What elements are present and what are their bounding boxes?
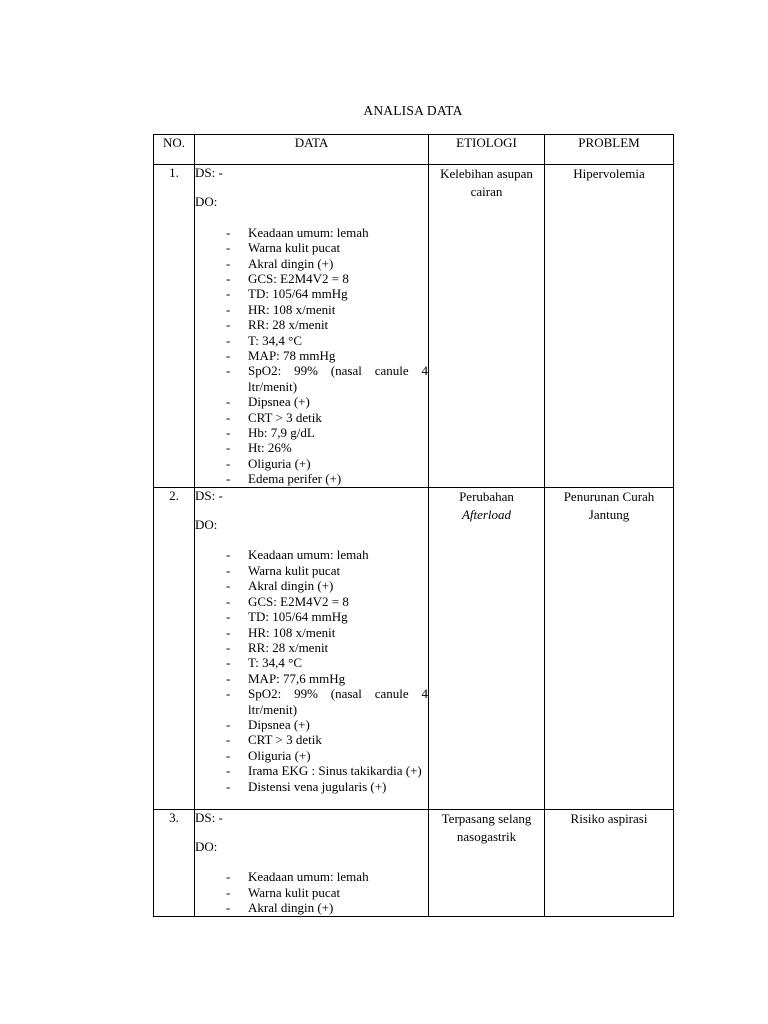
problem-cell: Penurunan Curah Jantung [545, 487, 674, 809]
list-item: - Akral dingin (+) [195, 900, 428, 915]
do-label: DO: [195, 517, 218, 533]
data-cell [195, 165, 429, 488]
row-number: 2. [154, 487, 195, 809]
table-row [154, 165, 674, 488]
list-item: - TD: 105/64 mmHg [195, 609, 428, 624]
page-title: ANALISA DATA [363, 103, 463, 118]
list-item: - MAP: 78 mmHg [195, 348, 428, 363]
etiologi-cell: Terpasang selang nasogastrik [429, 809, 545, 916]
do-label: DO: [195, 839, 218, 855]
list-item: - MAP: 77,6 mmHg [195, 671, 428, 686]
list-item: - Hb: 7,9 g/dL [195, 425, 428, 440]
list-item: - T: 34,4 °C [195, 655, 428, 670]
list-item: - Warna kulit pucat [195, 563, 428, 578]
list-item: - Distensi vena jugularis (+) [195, 779, 428, 794]
list-item: - Irama EKG : Sinus takikardia (+) [195, 763, 428, 778]
list-item: - Keadaan umum: lemah [195, 547, 428, 562]
header-etiologi: ETIOLOGI [429, 135, 545, 165]
list-item: - Warna kulit pucat [195, 885, 428, 900]
do-label: DO: [195, 194, 218, 210]
list-item: - GCS: E2M4V2 = 8 [195, 594, 428, 609]
table-header-row [154, 135, 674, 165]
problem-cell: Risiko aspirasi [545, 809, 674, 916]
etiologi-line: Perubahan [459, 488, 514, 504]
list-item: - CRT > 3 detik [195, 410, 428, 425]
etiologi-cell: Kelebihan asupan cairan [429, 165, 545, 488]
list-item: - Edema perifer (+) [195, 471, 428, 486]
data-cell [195, 809, 429, 916]
list-item: - RR: 28 x/menit [195, 317, 428, 332]
problem-cell: Hipervolemia [545, 165, 674, 488]
list-item: - TD: 105/64 mmHg [195, 286, 428, 301]
analisa-data-table [153, 134, 674, 917]
ds-label: DS: - [195, 487, 223, 503]
list-item: - Ht: 26% [195, 440, 428, 455]
list-item: - Oliguria (+) [195, 748, 428, 763]
list-item: - T: 34,4 °C [195, 333, 428, 348]
row-number: 3. [154, 809, 195, 916]
list-item: - Keadaan umum: lemah [195, 225, 428, 240]
list-item: - RR: 28 x/menit [195, 640, 428, 655]
observation-list [195, 869, 428, 915]
etiologi-line-italic: Afterload [461, 506, 512, 522]
ds-label: DS: - [195, 165, 223, 180]
list-item: - GCS: E2M4V2 = 8 [195, 271, 428, 286]
header-no: NO. [154, 135, 195, 165]
header-data: DATA [195, 135, 429, 165]
list-item: - Dipsnea (+) [195, 717, 428, 732]
list-item: - Akral dingin (+) [195, 256, 428, 271]
header-problem: PROBLEM [545, 135, 674, 165]
list-item: - Dipsnea (+) [195, 394, 428, 409]
list-item: - Warna kulit pucat [195, 240, 428, 255]
table-row [154, 809, 674, 916]
ds-label: DS: - [195, 809, 223, 825]
list-item: - HR: 108 x/menit [195, 625, 428, 640]
data-cell [195, 487, 429, 809]
list-item: - Keadaan umum: lemah [195, 869, 428, 884]
table-row [154, 487, 674, 809]
observation-list [195, 547, 428, 794]
list-item: - CRT > 3 detik [195, 732, 428, 747]
list-item: - Oliguria (+) [195, 456, 428, 471]
list-item: - SpO2: 99% (nasal canule 4 ltr/menit) [195, 363, 428, 394]
observation-list [195, 225, 428, 487]
list-item: - HR: 108 x/menit [195, 302, 428, 317]
etiologi-cell [429, 487, 545, 809]
row-number: 1. [154, 165, 195, 488]
list-item: - Akral dingin (+) [195, 578, 428, 593]
list-item: - SpO2: 99% (nasal canule 4 ltr/menit) [195, 686, 428, 717]
